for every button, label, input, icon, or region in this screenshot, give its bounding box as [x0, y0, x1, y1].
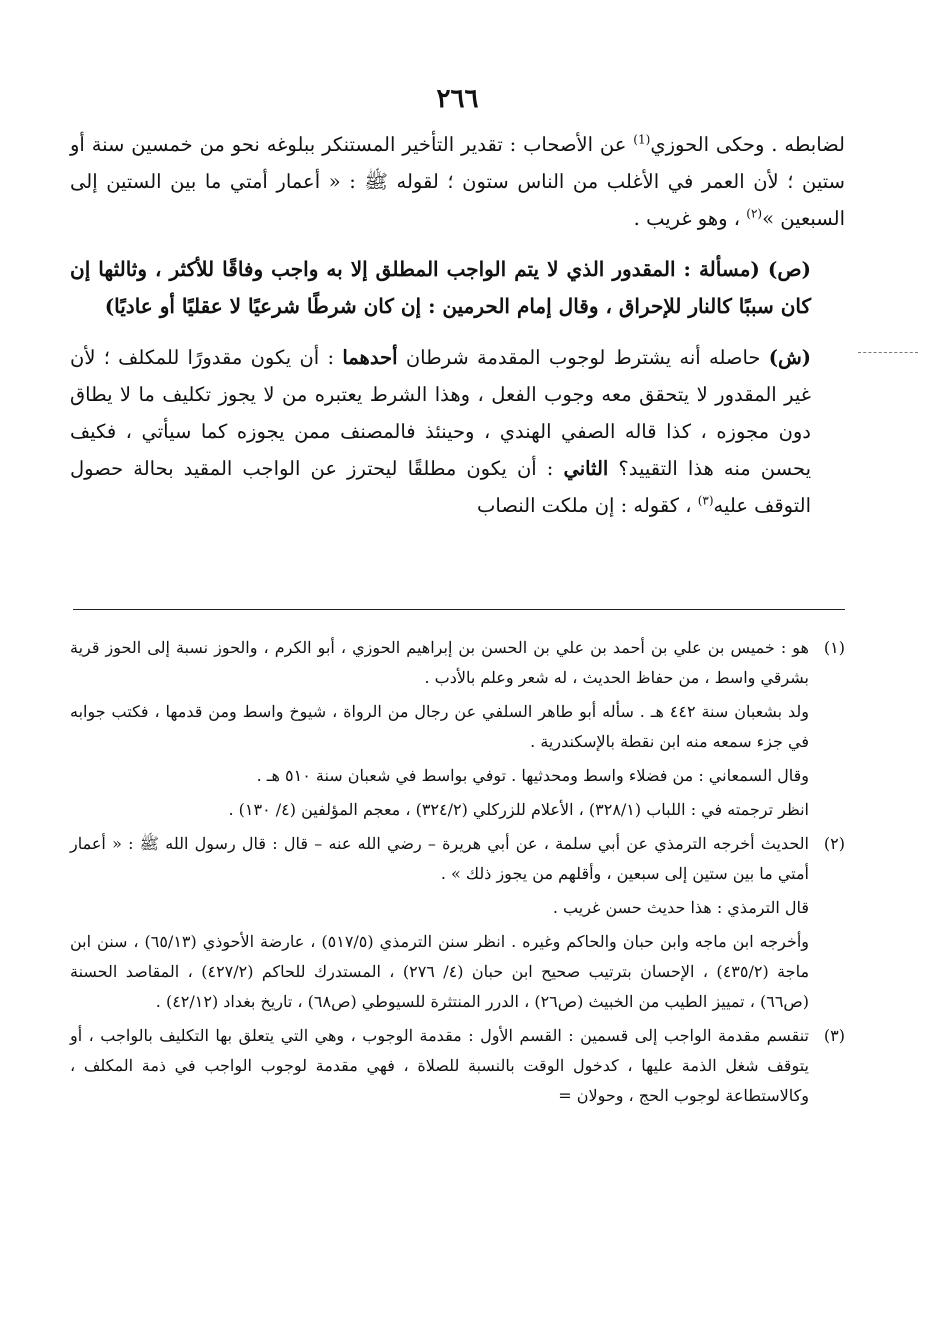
- footnote-paragraph: تنقسم مقدمة الواجب إلى قسمين : القسم الأول : مقدمة الوجوب ، وهي التي يتعلق بها التكليف بالواجب ، أو يتوقف شغل الذمة عليها ، كدخول الوقت بالنسبة للصلاة ، فهي مقدمة لوجوب الواجب في ذمة المكلف ، وكالاستطاعة لوجوب الحج ، وحولان =: [70, 1026, 809, 1105]
- paragraph-intro: [70, 126, 845, 237]
- text-run: لضابطه . وحكى الحوزي: [650, 133, 845, 156]
- footnote-paragraph: انظر ترجمته في : اللباب (٣٢٨/١) ، الأعلام للزركلي (٣٢٤/٢) ، معجم المؤلفين (٤/ ١٣٠) .: [228, 800, 809, 819]
- footnote-number: (٣): [823, 1026, 845, 1045]
- footnote-2: [70, 829, 845, 1017]
- margin-scan-mark: [858, 352, 918, 353]
- footnote-paragraph: هو : خميس بن علي بن أحمد بن علي بن الحسن بن إبراهيم الحوزي ، أبو الكرم ، والحوز نسبة إلى الحوز قرية بشرقي واسط ، من حفاظ الحديث ، له شعر وعلم بالأدب .: [70, 638, 809, 687]
- paragraph-masala: (ص) (مسألة : المقدور الذي لا يتم الواجب المطلق إلا به واجب وفاقًا للأكثر ، وثالثها إن كان سببًا كالنار للإحراق ، وقال إمام الحرمين : إن كان شرطًا شرعيًا لا عقليًا أو عاديًا): [70, 257, 811, 318]
- footnote-paragraph: وقال السمعاني : من فضلاء واسط ومحدثيها . توفي بواسط في شعبان سنة ٥١٠ هـ .: [256, 766, 809, 785]
- footnotes: [70, 633, 845, 1115]
- footnote-number: (١): [823, 638, 845, 657]
- footnote-separator: [73, 609, 845, 610]
- text-run: ، وهو غريب .: [633, 207, 747, 230]
- footnote-1: [70, 633, 845, 825]
- keyword-second: الثاني: [563, 457, 609, 480]
- keyword-first: أحدهما: [342, 346, 398, 369]
- text-run: حاصله أنه يشترط لوجوب المقدمة شرطان: [397, 346, 769, 369]
- text-run: عن الأصحاب : تقدير التأخير المستنكر ببلوغه نحو من خمسين سنة أو ستين ؛ لأن العمر في الأغلب من الناس ستون ؛ لقوله ﷺ : « أعمار أمتي ما بين الستين إلى السبعين »: [70, 133, 845, 230]
- footnote-paragraph: قال الترمذي : هذا حديث حسن غريب .: [552, 898, 809, 917]
- page-body: [70, 78, 845, 1328]
- page-number: ٢٦٦: [436, 84, 479, 114]
- sharh-marker: (ش): [768, 346, 811, 369]
- footnote-paragraph: الحديث أخرجه الترمذي عن أبي سلمة ، عن أبي هريرة – رضي الله عنه – قال : قال رسول الله ﷺ : « أعمار أمتي ما بين ستين إلى سبعين ، وأقلهم من يجوز ذلك » .: [70, 834, 810, 883]
- footnote-ref-3: (٣): [697, 493, 714, 508]
- footnote-ref-1: (1): [633, 132, 651, 147]
- text-run: ، كقوله : إن ملكت النصاب: [477, 494, 698, 517]
- paragraph-sharh: [70, 339, 845, 524]
- footnote-number: (٢): [823, 834, 845, 853]
- text-run: : أن يكون مقدورًا للمكلف ؛ لأن غير المقدور لا يتحقق معه وجوب الفعل ، وهذا الشرط يعتبره من لا يجوز تكليف ما لا يطاق دون مجوزه ، كذا قاله الصفي الهندي ، وحينئذ فالمصنف ممن يجوزه كما سيأتي ، فكيف يحسن منه هذا التقييد؟: [70, 346, 812, 480]
- footnote-ref-2: (٢): [746, 206, 763, 221]
- footnote-3: [70, 1021, 845, 1111]
- main-text: [70, 126, 845, 524]
- text-run: : أن يكون مطلقًا ليحترز عن الواجب المقيد بحالة حصول التوقف عليه: [70, 457, 811, 517]
- footnote-paragraph: ولد بشعبان سنة ٤٤٢ هـ . سأله أبو طاهر السلفي عن رجال من الرواة ، شيوخ واسط ومن قدمها ، فكتب جوابه في جزء سمعه منه ابن نقطة بالإسكندرية .: [70, 702, 809, 751]
- footnote-paragraph: وأخرجه ابن ماجه وابن حبان والحاكم وغيره . انظر سنن الترمذي (٥١٧/٥) ، عارضة الأحوذي (٦٥/١٣) ، سنن ابن ماجة (٤٣٥/٢) ، الإحسان بترتيب صحيح ابن حبان (٤/ ٢٧٦) ، المستدرك للحاكم (٤٢٧/٢) ، المقاصد الحسنة (ص٦٦) ، تمييز الطيب من الخبيث (ص٢٦) ، الدرر المنتثرة للسيوطي (ص٦٨) ، تاريخ بغداد (٤٢/١٢) .: [70, 932, 810, 1011]
